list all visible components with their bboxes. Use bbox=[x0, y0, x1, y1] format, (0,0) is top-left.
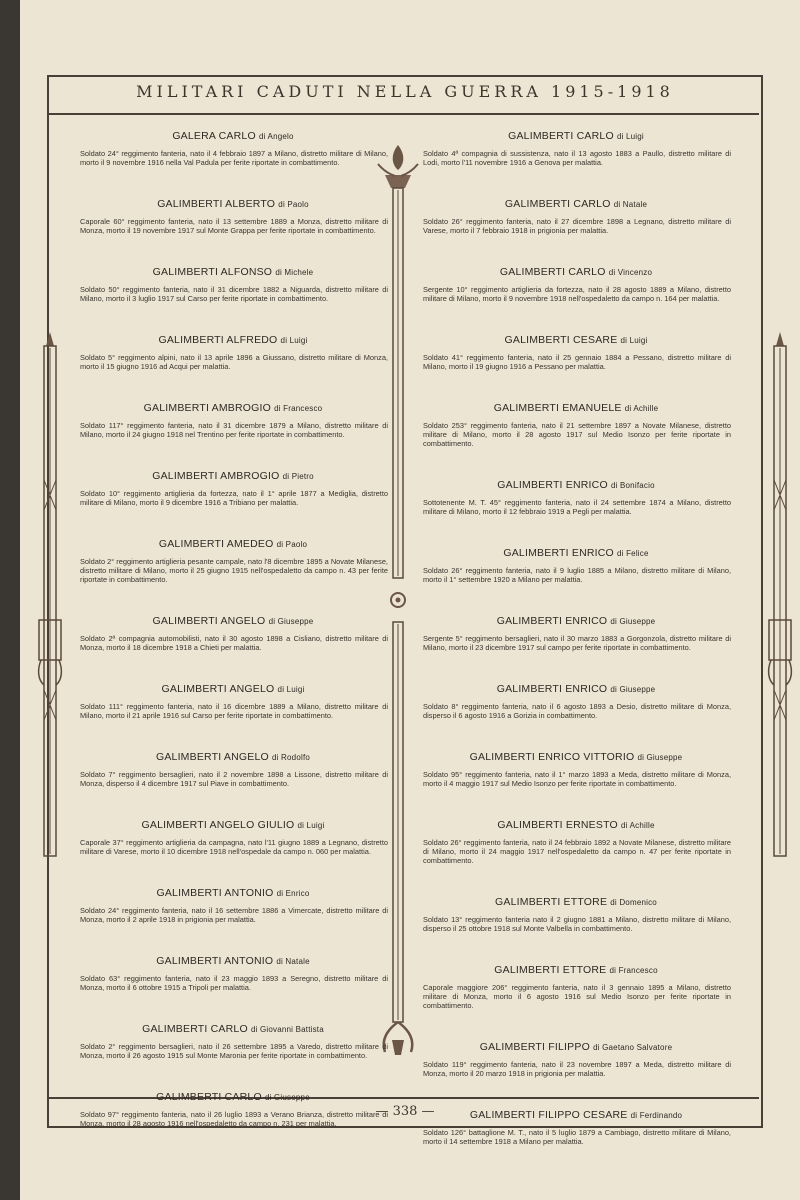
surname-given-name: GALIMBERTI FILIPPO bbox=[479, 1041, 590, 1053]
casualty-entry bbox=[421, 547, 731, 584]
casualty-name bbox=[78, 538, 388, 550]
casualty-name bbox=[421, 683, 731, 695]
casualty-name bbox=[78, 470, 388, 482]
casualty-name bbox=[78, 402, 388, 414]
surname-given-name: GALIMBERTI ALFREDO bbox=[158, 334, 278, 346]
casualty-description: Soldato 10° reggimento artiglieria da fortezza, nato il 1° aprile 1877 a Mediglia, distretto militare di Milano, morto il 9 dicembre 1916 a Tribiano per malattia. bbox=[80, 489, 388, 507]
left-column bbox=[78, 130, 388, 1159]
casualty-description: Soldato 50° reggimento fanteria, nato il 31 dicembre 1882 a Niguarda, distretto militare di Milano, morto il 3 luglio 1917 sul Carso per ferite riportate in combattimento. bbox=[80, 285, 388, 303]
patronymic: di Francesco bbox=[274, 404, 323, 413]
casualty-name bbox=[78, 266, 388, 278]
casualty-description: Soldato 24° reggimento fanteria, nato il 4 febbraio 1897 a Milano, distretto militare di Milano, morto il 9 novembre 1916 nella Val Padula per ferite riportate in combattimento. bbox=[80, 149, 388, 167]
surname-given-name: GALIMBERTI ENRICO bbox=[496, 615, 608, 627]
casualty-description: Soldato 4ª compagnia di sussistenza, nato il 13 agosto 1883 a Paullo, distretto militare di Lodi, morto l'11 novembre 1916 a Genova per malattia. bbox=[423, 149, 731, 167]
casualty-name bbox=[78, 334, 388, 346]
surname-given-name: GALIMBERTI CARLO bbox=[499, 266, 606, 278]
casualty-entry bbox=[421, 479, 731, 516]
surname-given-name: GALIMBERTI ERNESTO bbox=[497, 819, 618, 831]
casualty-name bbox=[421, 964, 731, 976]
patronymic: di Achille bbox=[624, 404, 659, 413]
surname-given-name: GALIMBERTI ENRICO VITTORIO bbox=[469, 751, 635, 763]
casualty-description: Sergente 10° reggimento artiglieria da fortezza, nato il 28 agosto 1889 a Milano, distretto militare di Milano, morto il 9 novembre 1918 nell'ospedaletto da campo n. 164 per malattia. bbox=[423, 285, 731, 303]
page-number: — 338 — bbox=[375, 1104, 435, 1119]
casualty-entry bbox=[78, 1091, 388, 1128]
casualty-entry bbox=[78, 887, 388, 924]
surname-given-name: GALIMBERTI FILIPPO CESARE bbox=[469, 1109, 628, 1121]
casualty-entry bbox=[78, 615, 388, 652]
casualty-description: Soldato 26° reggimento fanteria, nato il 24 febbraio 1892 a Novate Milanese, distretto militare di Milano, morto il 24 maggio 1917 nell'ospedaletto da campo n. 47 per ferite riportate in combattimento. bbox=[423, 838, 731, 865]
casualty-entry bbox=[421, 198, 731, 235]
surname-given-name: GALIMBERTI CARLO bbox=[508, 130, 614, 142]
right-fasces-ornament bbox=[765, 330, 795, 870]
patronymic: di Pietro bbox=[282, 472, 314, 481]
casualty-name bbox=[421, 615, 731, 627]
casualty-name bbox=[78, 683, 388, 695]
flame-icon bbox=[393, 145, 404, 170]
casualty-description: Soldato 5° reggimento alpini, nato il 13 aprile 1896 a Giussano, distretto militare di Monza, morto il 15 giugno 1916 ad Acqui per malattia. bbox=[80, 353, 388, 371]
casualty-description: Soldato 63° reggimento fanteria, nato il 23 maggio 1893 a Seregno, distretto militare di Monza, morto il 6 ottobre 1915 a Tripoli per malattia. bbox=[80, 974, 388, 992]
surname-given-name: GALIMBERTI ANGELO bbox=[161, 683, 275, 695]
surname-given-name: GALIMBERTI ENRICO bbox=[496, 683, 608, 695]
casualty-entry bbox=[421, 751, 731, 788]
casualty-entry bbox=[78, 470, 388, 507]
casualty-description: Soldato 117° reggimento fanteria, nato il 31 dicembre 1879 a Milano, distretto militare di Milano, morto il 24 giugno 1918 nel Trentino per ferite riportate in combattimento. bbox=[80, 421, 388, 439]
patronymic: di Giuseppe bbox=[610, 617, 656, 626]
patronymic: di Francesco bbox=[609, 966, 658, 975]
patronymic: di Vincenzo bbox=[608, 268, 653, 277]
casualty-name bbox=[421, 334, 731, 346]
surname-given-name: GALERA CARLO bbox=[172, 130, 256, 142]
patronymic: di Giuseppe bbox=[610, 685, 656, 694]
casualty-description: Soldato 41° reggimento fanteria, nato il 25 gennaio 1884 a Pessano, distretto militare di Milano, morto il 19 giugno 1916 a Pessano per malattia. bbox=[423, 353, 731, 371]
casualty-entry bbox=[78, 751, 388, 788]
surname-given-name: GALIMBERTI CARLO bbox=[156, 1091, 262, 1103]
patronymic: di Paolo bbox=[276, 540, 308, 549]
casualty-entry bbox=[421, 896, 731, 933]
surname-given-name: GALIMBERTI CARLO bbox=[142, 1023, 248, 1035]
casualty-name bbox=[421, 547, 731, 559]
surname-given-name: GALIMBERTI ANTONIO bbox=[156, 955, 274, 967]
casualty-entry bbox=[78, 955, 388, 992]
patronymic: di Giuseppe bbox=[264, 1093, 310, 1102]
casualty-entry bbox=[78, 266, 388, 303]
casualty-description: Soldato 24° reggimento fanteria, nato il 16 settembre 1886 a Vimercate, distretto militare di Monza, morto il 2 aprile 1918 in prigionia per malattia. bbox=[80, 906, 388, 924]
casualty-entry bbox=[421, 1041, 731, 1078]
casualty-entry bbox=[421, 964, 731, 1010]
casualty-name bbox=[78, 1023, 388, 1035]
casualty-name bbox=[421, 479, 731, 491]
patronymic: di Bonifacio bbox=[610, 481, 655, 490]
patronymic: di Giuseppe bbox=[637, 753, 683, 762]
casualty-description: Caporale 60° reggimento fanteria, nato il 13 settembre 1889 a Monza, distretto militare di Monza, morto il 19 novembre 1917 sul Monte Grappa per ferite riportate in combattimento. bbox=[80, 217, 388, 235]
surname-given-name: GALIMBERTI CARLO bbox=[504, 198, 611, 210]
casualty-description: Sottotenente M. T. 45° reggimento fanteria, nato il 24 settembre 1874 a Milano, distretto militare di Milano, morto il 12 febbraio 1919 a Pegli per malattia. bbox=[423, 498, 731, 516]
casualty-entry bbox=[78, 1023, 388, 1060]
surname-given-name: GALIMBERTI AMBROGIO bbox=[152, 470, 280, 482]
casualty-entry bbox=[421, 334, 731, 371]
casualty-entry bbox=[421, 1109, 731, 1146]
right-column bbox=[421, 130, 731, 1177]
casualty-description: Soldato 95° reggimento fanteria, nato il 1° marzo 1893 a Meda, distretto militare di Monza, morto il 4 maggio 1917 sul Medio Isonzo per ferite riportate in combattimento. bbox=[423, 770, 731, 788]
casualty-description: Soldato 2° reggimento artiglieria pesante campale, nato l'8 dicembre 1895 a Novate Milanese, distretto militare di Milano, morto il 25 giugno 1915 nell'ospedaletto da campo n. 43 per ferite riportate in combattimento. bbox=[80, 557, 388, 584]
surname-given-name: GALIMBERTI ANGELO bbox=[155, 751, 269, 763]
page-title: MILITARI CADUTI NELLA GUERRA 1915-1918 bbox=[136, 82, 674, 101]
casualty-entry bbox=[78, 334, 388, 371]
surname-given-name: GALIMBERTI ENRICO bbox=[503, 547, 614, 559]
casualty-name bbox=[421, 1041, 731, 1053]
casualty-name bbox=[421, 751, 731, 763]
casualty-entry bbox=[78, 130, 388, 167]
casualty-description: Soldato 126° battaglione M. T., nato il 5 luglio 1879 a Cambiago, distretto militare di Milano, morto il 14 settembre 1918 a Milano per malattia. bbox=[423, 1128, 731, 1146]
surname-given-name: GALIMBERTI AMEDEO bbox=[158, 538, 274, 550]
casualty-description: Soldato 2° reggimento bersaglieri, nato il 26 settembre 1895 a Varedo, distretto militare di Monza, morto il 26 agosto 1915 sul Monte Maronia per ferite riportate in combattimento. bbox=[80, 1042, 388, 1060]
casualty-name bbox=[421, 130, 731, 142]
casualty-name bbox=[78, 198, 388, 210]
casualty-entry bbox=[421, 615, 731, 652]
left-fasces-ornament bbox=[35, 330, 65, 870]
patronymic: di Natale bbox=[613, 200, 648, 209]
casualty-description: Caporale maggiore 206° reggimento fanteria, nato il 3 gennaio 1895 a Milano, distretto militare di Monza, morto il 6 agosto 1916 sul Medio Isonzo per ferite riportate in combattimento. bbox=[423, 983, 731, 1010]
patronymic: di Luigi bbox=[280, 336, 308, 345]
casualty-entry bbox=[78, 683, 388, 720]
casualty-name bbox=[78, 887, 388, 899]
casualty-name bbox=[421, 402, 731, 414]
patronymic: di Luigi bbox=[616, 132, 644, 141]
casualty-name bbox=[78, 1091, 388, 1103]
casualty-entry bbox=[421, 819, 731, 865]
patronymic: di Achille bbox=[621, 821, 655, 830]
casualty-name bbox=[78, 819, 388, 831]
patronymic: di Giuseppe bbox=[268, 617, 314, 626]
casualty-entry bbox=[421, 683, 731, 720]
surname-given-name: GALIMBERTI ANGELO GIULIO bbox=[141, 819, 295, 831]
casualty-description: Soldato 111° reggimento fanteria, nato il 16 dicembre 1889 a Milano, distretto militare di Milano, morto il 21 aprile 1916 sul Carso per ferite riportate in combattimento. bbox=[80, 702, 388, 720]
casualty-name bbox=[421, 819, 731, 831]
casualty-entry bbox=[421, 130, 731, 167]
surname-given-name: GALIMBERTI ETTORE bbox=[495, 896, 608, 908]
casualty-name bbox=[78, 751, 388, 763]
patronymic: di Gaetano Salvatore bbox=[593, 1043, 673, 1052]
surname-given-name: GALIMBERTI ALBERTO bbox=[157, 198, 276, 210]
casualty-entry bbox=[421, 402, 731, 448]
surname-given-name: GALIMBERTI ALFONSO bbox=[152, 266, 273, 278]
casualty-description: Soldato 26° reggimento fanteria, nato il 27 dicembre 1898 a Legnano, distretto militare di Varese, morto il 7 febbraio 1918 in prigionia per malattia. bbox=[423, 217, 731, 235]
casualty-entry bbox=[78, 402, 388, 439]
surname-given-name: GALIMBERTI CESARE bbox=[504, 334, 618, 346]
surname-given-name: GALIMBERTI ETTORE bbox=[494, 964, 607, 976]
casualty-entry bbox=[421, 266, 731, 303]
casualty-name bbox=[421, 198, 731, 210]
surname-given-name: GALIMBERTI ENRICO bbox=[497, 479, 608, 491]
surname-given-name: GALIMBERTI ANTONIO bbox=[156, 887, 274, 899]
patronymic: di Luigi bbox=[277, 685, 305, 694]
casualty-name bbox=[421, 1109, 731, 1121]
surname-given-name: GALIMBERTI ANGELO bbox=[152, 615, 266, 627]
casualty-name bbox=[78, 615, 388, 627]
casualty-description: Soldato 119° reggimento fanteria, nato il 23 novembre 1897 a Meda, distretto militare di Monza, morto il 20 marzo 1918 in prigionia per malattia. bbox=[423, 1060, 731, 1078]
patronymic: di Domenico bbox=[610, 898, 657, 907]
patronymic: di Ferdinando bbox=[630, 1111, 683, 1120]
casualty-entry bbox=[78, 819, 388, 856]
patronymic: di Angelo bbox=[258, 132, 294, 141]
patronymic: di Rodolfo bbox=[272, 753, 311, 762]
casualty-name bbox=[421, 896, 731, 908]
surname-given-name: GALIMBERTI AMBROGIO bbox=[143, 402, 271, 414]
casualty-description: Soldato 26° reggimento fanteria, nato il 9 luglio 1885 a Milano, distretto militare di Milano, morto il 1° settembre 1920 a Milano per malattia. bbox=[423, 566, 731, 584]
casualty-entry bbox=[78, 198, 388, 235]
casualty-description: Soldato 8° reggimento fanteria, nato il 6 agosto 1893 a Desio, distretto militare di Monza, disperso il 6 agosto 1916 a Gorizia in combattimento. bbox=[423, 702, 731, 720]
patronymic: di Felice bbox=[617, 549, 649, 558]
casualty-name bbox=[78, 130, 388, 142]
casualty-description: Soldato 2ª compagnia automobilisti, nato il 30 agosto 1898 a Cisliano, distretto militare di Monza, morto il 18 dicembre 1918 a Chieti per malattia. bbox=[80, 634, 388, 652]
patronymic: di Luigi bbox=[297, 821, 325, 830]
patronymic: di Luigi bbox=[620, 336, 648, 345]
casualty-description: Soldato 97° reggimento fanteria, nato il 26 luglio 1893 a Verano Brianza, distretto militare di Monza, morto il 28 agosto 1916 nell'ospedaletto da campo n. 231 per malattia. bbox=[80, 1110, 388, 1128]
surname-given-name: GALIMBERTI EMANUELE bbox=[493, 402, 622, 414]
casualty-description: Soldato 13° reggimento fanteria nato il 2 giugno 1881 a Milano, distretto militare di Milano, disperso il 25 ottobre 1918 sul Monte Valbella in combattimento. bbox=[423, 915, 731, 933]
patronymic: di Natale bbox=[276, 957, 310, 966]
patronymic: di Giovanni Battista bbox=[250, 1025, 324, 1034]
casualty-description: Caporale 37° reggimento artiglieria da campagna, nato l'11 giugno 1889 a Legnano, distretto militare di Varese, morto il 10 dicembre 1918 nell'ospedale da campo n. 060 per malattia. bbox=[80, 838, 388, 856]
casualty-name bbox=[421, 266, 731, 278]
casualty-description: Soldato 253° reggimento fanteria, nato il 21 settembre 1897 a Novate Milanese, distretto militare di Milano, morto il 28 agosto 1917 sul Medio Isonzo per ferite riportate in combattimento. bbox=[423, 421, 731, 448]
patronymic: di Michele bbox=[275, 268, 314, 277]
title-divider bbox=[47, 113, 759, 115]
casualty-description: Sergente 5° reggimento bersaglieri, nato il 30 marzo 1883 a Gorgonzola, distretto militare di Milano, morto il 23 dicembre 1917 sul campo per ferite riportate in combattimento. bbox=[423, 634, 731, 652]
casualty-description: Soldato 7° reggimento bersaglieri, nato il 2 novembre 1898 a Lissone, distretto militare di Monza, disperso il 4 dicembre 1917 sul Piave in combattimento. bbox=[80, 770, 388, 788]
casualty-entry bbox=[78, 538, 388, 584]
patronymic: di Enrico bbox=[276, 889, 310, 898]
patronymic: di Paolo bbox=[278, 200, 309, 209]
casualty-name bbox=[78, 955, 388, 967]
